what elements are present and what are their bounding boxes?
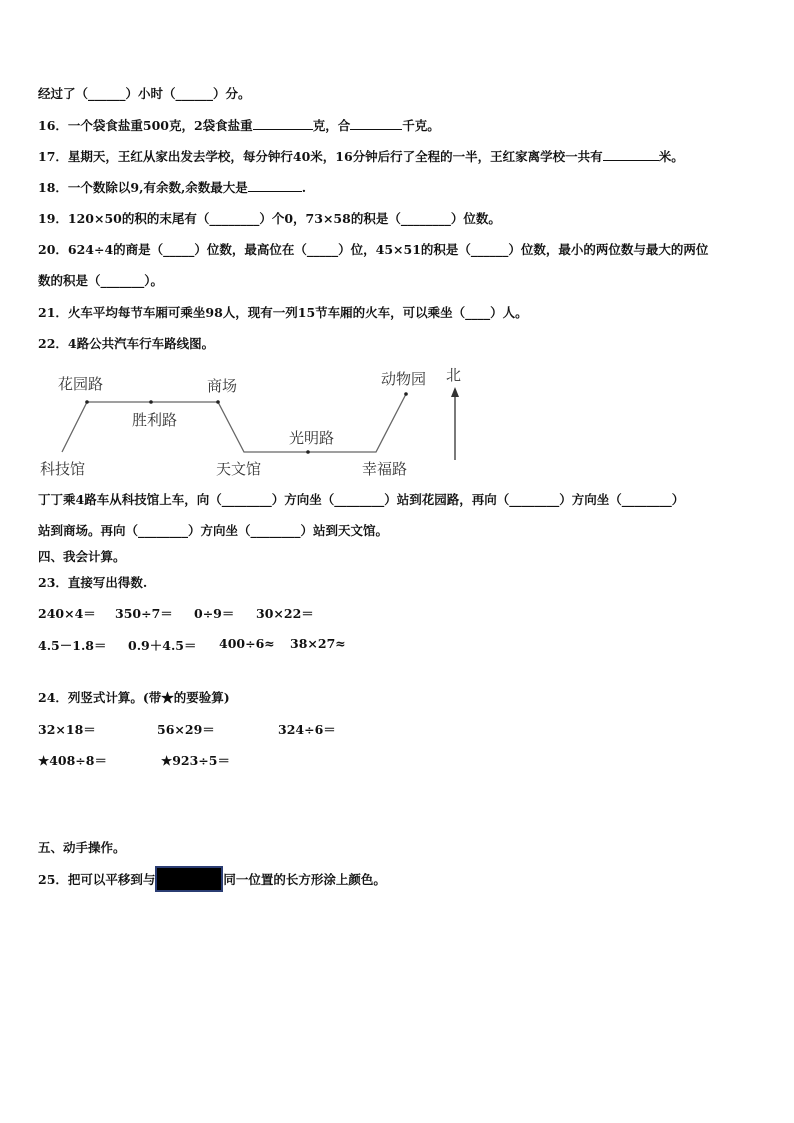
calc24-item: 56×29＝ — [157, 722, 215, 737]
calc24-item: 32×18＝ — [38, 722, 96, 737]
section-4-heading: 四、我会计算。 — [38, 549, 126, 564]
section-5-heading: 五、动手操作。 — [38, 840, 126, 855]
station-kejiguan: 科技馆 — [40, 460, 86, 478]
calc23-item: 350÷7＝ — [115, 606, 173, 621]
question-19: 19．120×50的积的末尾有（________）个0，73×58的积是（________）位数。 — [38, 211, 501, 226]
calc23-item: 0÷9＝ — [194, 606, 235, 621]
station-guangminglu: 光明路 — [289, 429, 335, 447]
reference-rectangle — [155, 866, 223, 892]
question-22: 22．4路公共汽车行车路线图。 — [38, 336, 215, 351]
station-shangchang: 商场 — [207, 377, 238, 395]
stop-dot-huayuanlu — [85, 400, 89, 404]
station-dongwuyuan: 动物园 — [381, 370, 427, 388]
calc23-item: 30×22＝ — [256, 606, 314, 621]
station-tianwenguan: 天文馆 — [216, 460, 262, 478]
station-xingfulu: 幸福路 — [362, 460, 408, 478]
calc24-item: ★923÷5＝ — [161, 753, 230, 768]
question-22-text-line1: 丁丁乘4路车从科技馆上车，向（________）方向坐（________）站到花园路，再向（________）方向坐（________） — [38, 492, 685, 507]
question-22-text-line2: 站到商场。再向（________）方向坐（________）站到天文馆。 — [38, 523, 389, 538]
q18-text-a: 18．一个数除以9,有余数,余数最大是 — [38, 180, 248, 195]
line-q15-continued: 经过了（______）小时（______）分。 — [38, 86, 251, 101]
q16-text-a: 16．一个袋食盐重500克，2袋食盐重 — [38, 118, 253, 133]
calc24-item: ★408÷8＝ — [38, 753, 107, 768]
station-shenglilu: 胜利路 — [132, 411, 178, 429]
q17-text-b: 米。 — [658, 149, 684, 164]
north-label: 北 — [446, 366, 462, 384]
calc24-item: 324÷6＝ — [278, 722, 336, 737]
calc23-item: 400÷6≈ — [219, 636, 275, 651]
q16-blank-1[interactable] — [253, 117, 313, 130]
question-17 — [38, 147, 684, 165]
calc23-item: 4.5－1.8＝ — [38, 638, 107, 653]
question-24: 24．列竖式计算。(带★的要验算) — [38, 690, 230, 705]
stop-dot-guangminglu — [306, 450, 310, 454]
question-23: 23．直接写出得数. — [38, 575, 148, 590]
q25-text-a: 25．把可以平移到与 — [38, 872, 156, 887]
north-arrow-icon — [451, 387, 459, 397]
q18-text-b: . — [301, 180, 307, 195]
stop-dot-shangchang — [216, 400, 220, 404]
q17-blank[interactable] — [603, 148, 659, 161]
stop-dot-shenglilu — [149, 400, 153, 404]
bus-route-map — [30, 362, 490, 482]
q25-text-b: 同一位置的长方形涂上颜色。 — [223, 872, 386, 887]
calc23-item: 38×27≈ — [290, 636, 346, 651]
question-21: 21．火车平均每节车厢可乘坐98人，现有一列15节车厢的火车，可以乘坐（____）人。 — [38, 305, 528, 320]
route-line — [62, 394, 406, 452]
calc23-item: 0.9＋4.5＝ — [128, 638, 197, 653]
q18-blank[interactable] — [248, 179, 302, 192]
question-25 — [38, 866, 386, 892]
station-huayuanlu: 花园路 — [58, 375, 104, 393]
question-18 — [38, 178, 306, 196]
q16-text-b: 克，合 — [312, 118, 351, 133]
q17-text-a: 17．星期天，王红从家出发去学校，每分钟行40米，16分钟后行了全程的一半，王红家离学校一共有 — [38, 149, 603, 164]
calc23-item: 240×4＝ — [38, 606, 96, 621]
question-16 — [38, 116, 440, 134]
stop-dot-dongwuyuan — [404, 392, 408, 396]
question-20-line1: 20．624÷4的商是（_____）位数，最高位在（_____）位，45×51的积是（______）位数，最小的两位数与最大的两位 — [38, 242, 709, 257]
q16-text-c: 千克。 — [402, 118, 440, 133]
question-20-line2: 数的积是（_______）。 — [38, 273, 164, 288]
q16-blank-2[interactable] — [350, 117, 402, 130]
